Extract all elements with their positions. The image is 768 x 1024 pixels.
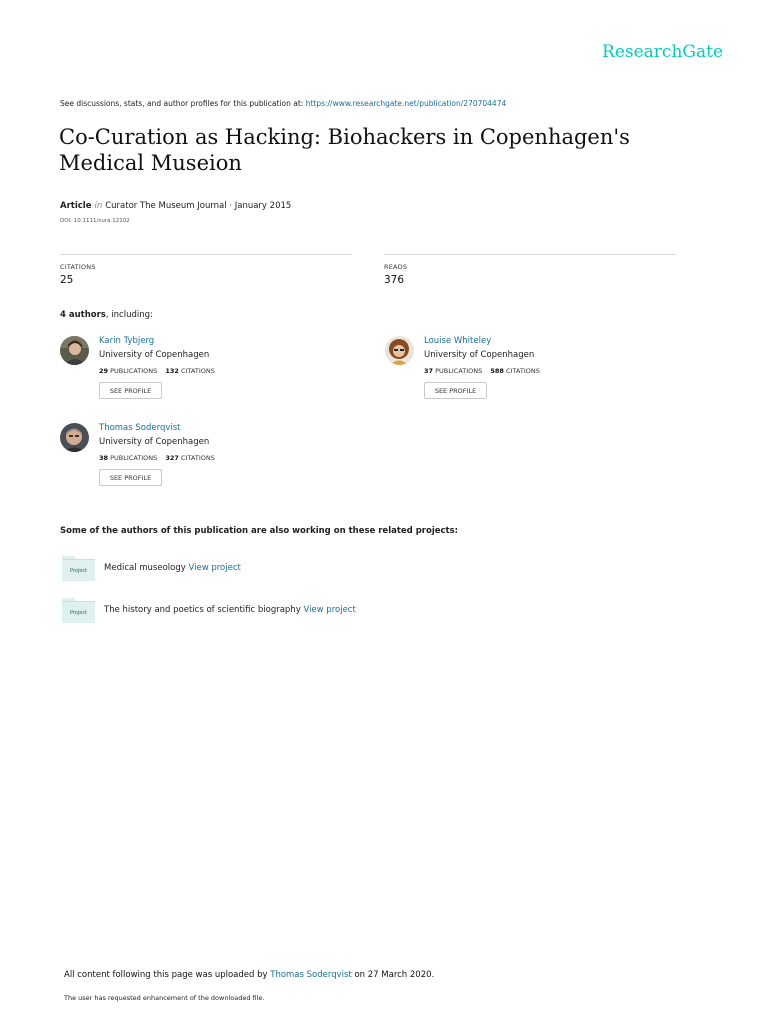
author-card: [60, 423, 320, 498]
see-profile-button[interactable]: SEE PROFILE: [424, 382, 487, 399]
authors-suffix: , including:: [105, 310, 153, 320]
author-card: [385, 336, 645, 411]
author-avatar[interactable]: [60, 336, 89, 365]
author-citations-count: 132: [165, 367, 179, 375]
author-institution: University of Copenhagen: [424, 350, 535, 360]
author-name-link[interactable]: Louise Whiteley: [424, 336, 492, 346]
upload-info: [64, 970, 434, 980]
publication-url-link[interactable]: https://www.researchgate.net/publication/270704474: [305, 99, 507, 108]
project-name: The history and poetics of scientific biography: [104, 605, 301, 615]
author-stats: [99, 454, 215, 462]
related-projects-heading: Some of the authors of this publication are also working on these related projects:: [60, 526, 459, 536]
author-citations-label: CITATIONS: [181, 454, 215, 462]
author-institution: University of Copenhagen: [99, 437, 210, 447]
project-name: Medical museology: [104, 563, 186, 573]
author-citations-count: 327: [165, 454, 179, 462]
article-type: Article: [60, 201, 92, 211]
project-item: [62, 597, 462, 625]
reads-stat: [384, 254, 676, 286]
author-publications-count: 29: [99, 367, 109, 375]
project-folder-icon: [62, 555, 95, 581]
author-publications-count: 37: [424, 367, 434, 375]
project-text: [104, 605, 356, 615]
researchgate-logo[interactable]: ResearchGate: [602, 42, 723, 62]
author-citations-label: CITATIONS: [506, 367, 540, 375]
project-badge: Project: [69, 568, 88, 574]
article-in: in: [94, 201, 103, 211]
project-folder-icon: [62, 597, 95, 623]
author-avatar[interactable]: [60, 423, 89, 452]
project-text: [104, 563, 241, 573]
authors-count: 4 authors: [60, 310, 106, 320]
project-item: [62, 555, 462, 583]
see-profile-button[interactable]: SEE PROFILE: [99, 469, 162, 486]
author-publications-count: 38: [99, 454, 109, 462]
citations-value: 25: [60, 274, 74, 286]
project-badge: Project: [69, 610, 88, 616]
reads-label: READS: [384, 263, 408, 271]
citations-label: CITATIONS: [60, 263, 96, 271]
view-project-link[interactable]: View project: [188, 563, 241, 573]
discussion-text: See discussions, stats, and author profiles for this publication at:: [60, 99, 306, 108]
author-stats: [424, 367, 540, 375]
upload-suffix: on 27 March 2020.: [351, 970, 435, 980]
author-name-link[interactable]: Thomas Soderqvist: [99, 423, 181, 433]
upload-prefix: All content following this page was uploaded by: [64, 970, 271, 980]
enhancement-note: The user has requested enhancement of the downloaded file.: [64, 994, 265, 1002]
author-publications-label: PUBLICATIONS: [435, 367, 483, 375]
authors-heading: [60, 310, 153, 320]
article-meta: [60, 201, 291, 211]
author-publications-label: PUBLICATIONS: [110, 454, 158, 462]
author-citations-count: 588: [490, 367, 504, 375]
article-doi[interactable]: DOI: 10.1111/cura.12102: [60, 218, 130, 224]
author-avatar[interactable]: [385, 336, 414, 365]
discussion-line: [60, 99, 506, 108]
article-venue[interactable]: Curator The Museum Journal · January 2015: [105, 201, 292, 211]
author-card: [60, 336, 320, 411]
see-profile-button[interactable]: SEE PROFILE: [99, 382, 162, 399]
publication-title: Co-Curation as Hacking: Biohackers in Copenhagen's Medical Museion: [59, 125, 630, 175]
author-stats: [99, 367, 215, 375]
uploader-link[interactable]: Thomas Soderqvist: [270, 970, 352, 980]
reads-value: 376: [384, 274, 405, 286]
author-name-link[interactable]: Karin Tybjerg: [99, 336, 155, 346]
author-citations-label: CITATIONS: [181, 367, 215, 375]
author-institution: University of Copenhagen: [99, 350, 210, 360]
citations-stat: [60, 254, 351, 286]
view-project-link[interactable]: View project: [303, 605, 356, 615]
author-publications-label: PUBLICATIONS: [110, 367, 158, 375]
